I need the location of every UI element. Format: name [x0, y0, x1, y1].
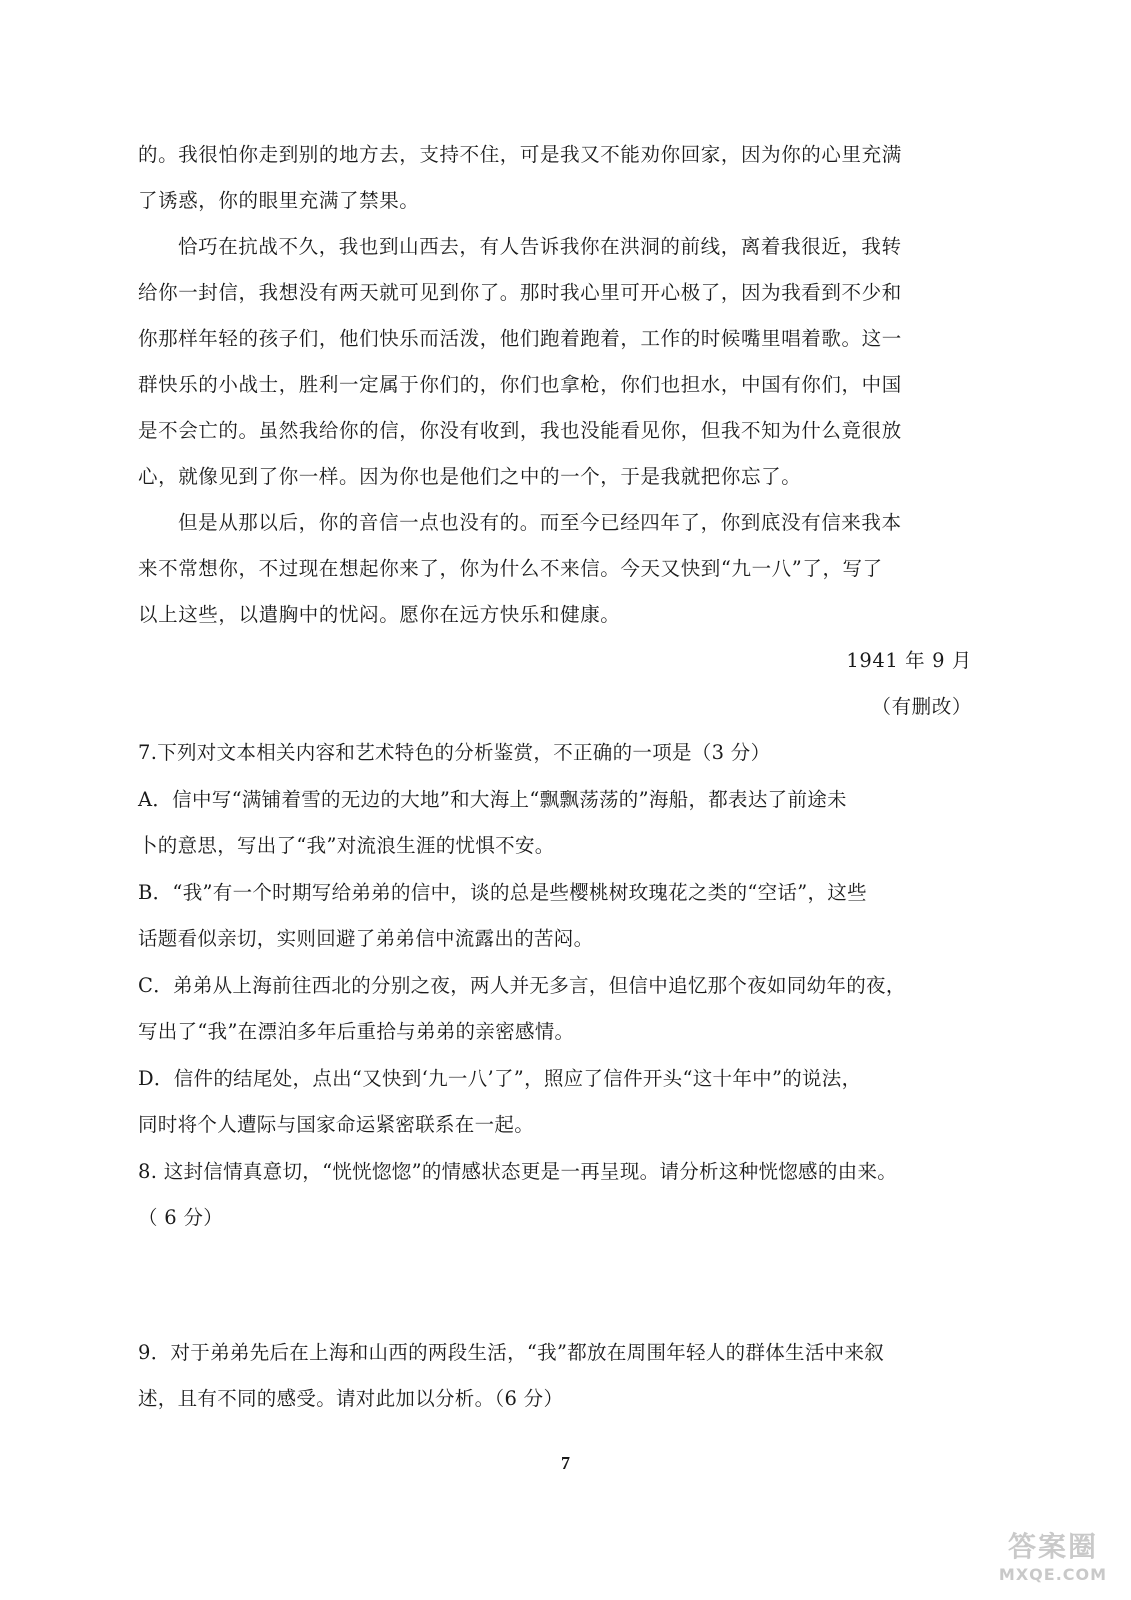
question-8: 8. 这封信情真意切，“恍恍惚惚”的情感状态更是一再呈现。请分析这种恍惚感的由来。	[138, 1159, 898, 1183]
passage-line: 群快乐的小战士，胜利一定属于你们的，你们也拿枪，你们也担水，中国有你们，中国	[138, 373, 902, 396]
passage-line: 的。我很怕你走到别的地方去，支持不住，可是我又不能劝你回家，因为你的心里充满	[138, 143, 902, 166]
passage-line: 给你一封信，我想没有两天就可见到你了。那时我心里可开心极了，因为我看到不少和	[138, 281, 902, 304]
option-c: C．弟弟从上海前往西北的分别之夜，两人并无多言，但信中追忆那个夜如同幼年的夜，	[138, 973, 906, 997]
answer-space	[138, 1242, 984, 1330]
page-content	[138, 132, 984, 1423]
passage-line: 但是从那以后，你的音信一点也没有的。而至今已经四年了，你到底没有信来我本	[178, 511, 902, 534]
watermark-logo-text: 答案圈	[1007, 1530, 1098, 1563]
passage-line: 心，就像见到了你一样。因为你也是他们之中的一个，于是我就把你忘了。	[138, 465, 802, 488]
option-d: D．信件的结尾处，点出“又快到‘九一八’了”，照应了信件开头“这十年中”的说法，	[138, 1066, 862, 1090]
letter-date: 1941 年 9 月	[846, 649, 972, 672]
passage-line: 是不会亡的。虽然我给你的信，你没有收到，我也没能看见你，但我不知为什么竟很放	[138, 419, 902, 442]
passage-line: 了诱惑，你的眼里充满了禁果。	[138, 189, 420, 212]
page-number: 7	[561, 1453, 570, 1473]
option-c: 写出了“我”在漂泊多年后重拾与弟弟的亲密感情。	[138, 1020, 575, 1043]
edit-note: （有删改）	[871, 695, 972, 718]
question-7-stem: 7.下列对文本相关内容和艺术特色的分析鉴赏，不正确的一项是（3 分）	[138, 741, 771, 764]
watermark-logo	[989, 1530, 1117, 1592]
watermark-url: MXQE.COM	[998, 1565, 1108, 1584]
passage-line: 来不常想你，不过现在想起你来了，你为什么不来信。今天又快到“九一八”了，写了	[138, 557, 883, 580]
passage-line: 你那样年轻的孩子们，他们快乐而活泼，他们跑着跑着，工作的时候嘴里唱着歌。这一	[138, 327, 902, 350]
passage-line: 以上这些，以遣胸中的忧闷。愿你在远方快乐和健康。	[138, 603, 621, 626]
option-b: B．“我”有一个时期写给弟弟的信中，谈的总是些樱桃树玫瑰花之类的“空话”，这些	[138, 880, 867, 904]
question-9: 9．对于弟弟先后在上海和山西的两段生活，“我”都放在周围年轻人的群体生活中来叙	[138, 1340, 885, 1364]
passage-line: 恰巧在抗战不久，我也到山西去，有人告诉我你在洪洞的前线，离着我很近，我转	[178, 235, 902, 258]
question-8-score: （ 6 分）	[138, 1206, 224, 1229]
option-b: 话题看似亲切，实则回避了弟弟信中流露出的苦闷。	[138, 927, 594, 950]
option-a: 卜的意思，写出了“我”对流浪生涯的忧惧不安。	[138, 834, 555, 857]
option-a: A．信中写“满铺着雪的无边的大地”和大海上“飘飘荡荡的”海船，都表达了前途未	[138, 787, 847, 811]
question-9: 述，且有不同的感受。请对此加以分析。（6 分）	[138, 1387, 564, 1410]
option-d: 同时将个人遭际与国家命运紧密联系在一起。	[138, 1113, 535, 1136]
